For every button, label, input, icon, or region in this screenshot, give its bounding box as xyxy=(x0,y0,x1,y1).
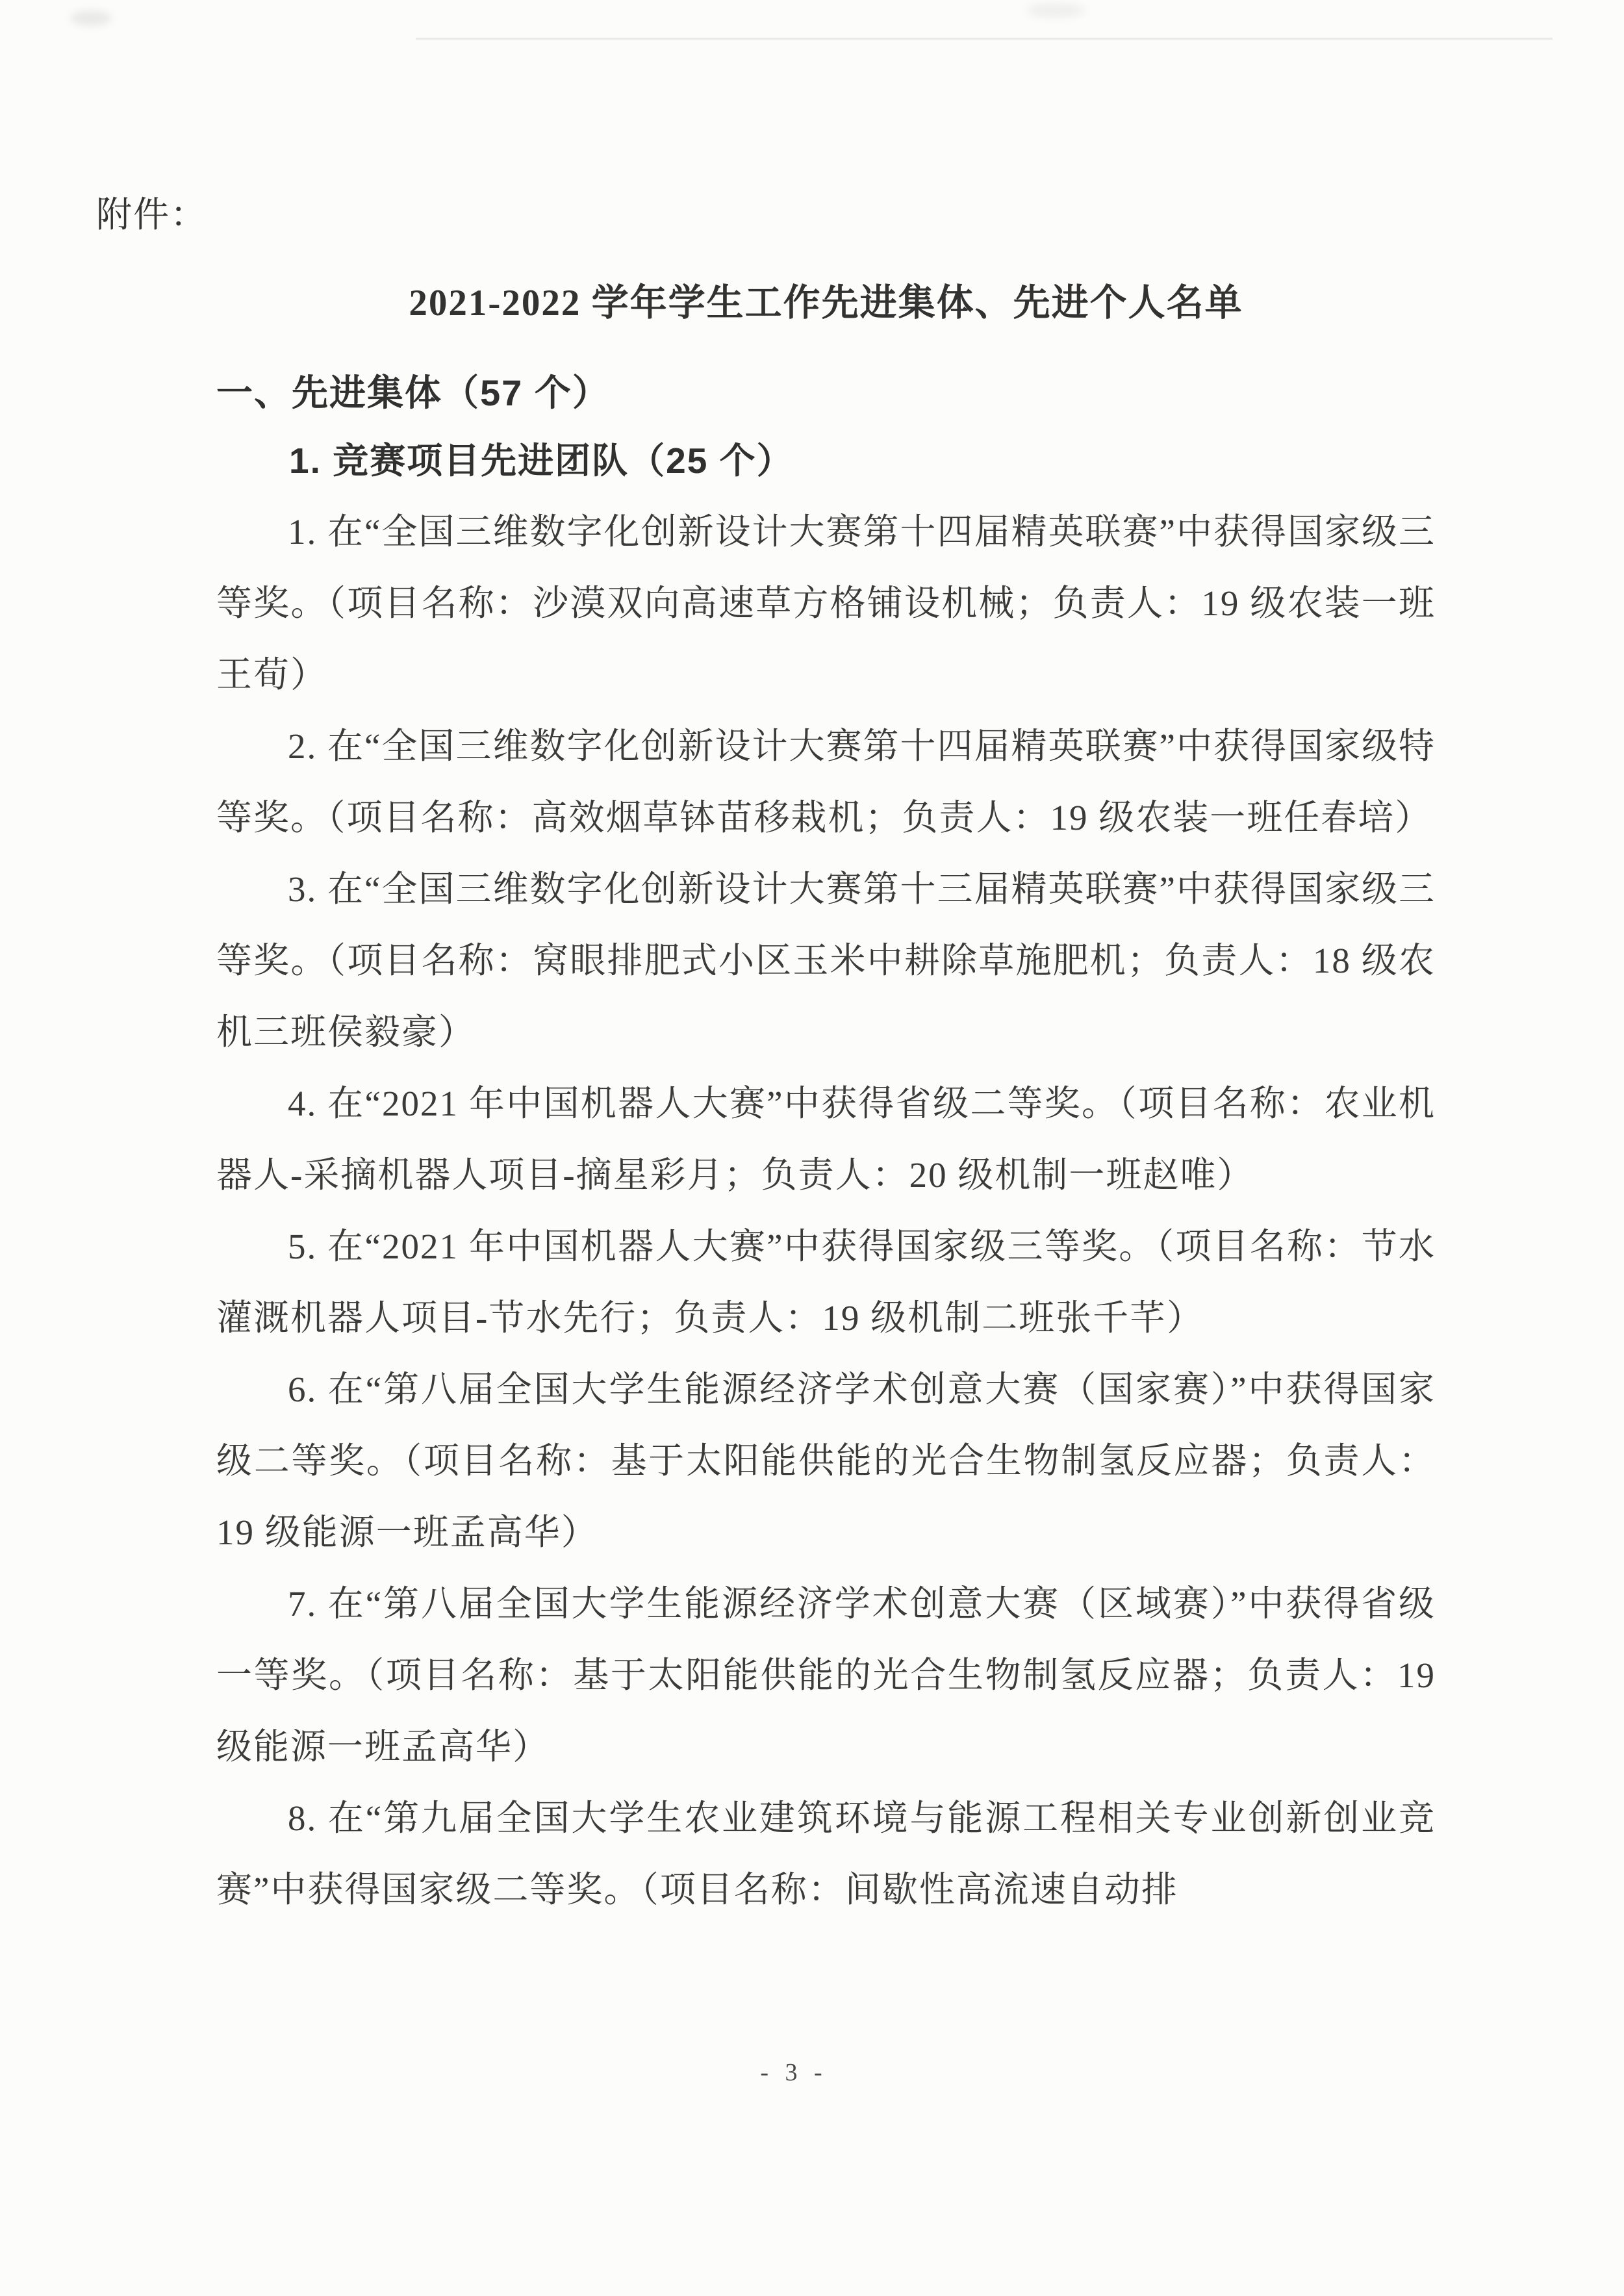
award-item-7: 7. 在“第八届全国大学生能源经济学术创意大赛（区域赛）”中获得省级一等奖。（项目名称：基于太阳能供能的光合生物制氢反应器；负责人：19 级能源一班孟高华） xyxy=(216,1584,1436,1767)
scan-smudge-artifact xyxy=(70,10,112,26)
award-item-3: 3. 在“全国三维数字化创新设计大赛第十三届精英联赛”中获得国家级三等奖。（项目名称：窝眼排肥式小区玉米中耕除草施肥机；负责人：18 级农机三班侯毅豪） xyxy=(216,869,1436,1052)
subsection-heading-competition-teams: 1. 竞赛项目先进团队（25 个） xyxy=(289,440,794,481)
award-item-4: 4. 在“2021 年中国机器人大赛”中获得省级二等奖。（项目名称：农业机器人-采摘机器人项目-摘星彩月；负责人：20 级机制一班赵唯） xyxy=(216,1084,1436,1195)
award-item-6: 6. 在“第八届全国大学生能源经济学术创意大赛（国家赛）”中获得国家级二等奖。（项目名称：基于太阳能供能的光合生物制氢反应器；负责人：19 级能源一班孟高华） xyxy=(216,1370,1436,1552)
award-item-1: 1. 在“全国三维数字化创新设计大赛第十四届精英联赛”中获得国家级三等奖。（项目名称：沙漠双向高速草方格铺设机械；负责人：19 级农装一班王荀） xyxy=(216,512,1436,695)
award-item-8: 8. 在“第九届全国大学生农业建筑环境与能源工程相关专业创新创业竞赛”中获得国家级二等奖。（项目名称：间歇性高流速自动排 xyxy=(216,1798,1436,1909)
page-number: - 3 - xyxy=(760,2059,828,2086)
award-item-2: 2. 在“全国三维数字化创新设计大赛第十四届精英联赛”中获得国家级特等奖。（项目名称：高效烟草钵苗移栽机；负责人：19 级农装一班任春培） xyxy=(216,726,1436,837)
page-title: 2021-2022 学年学生工作先进集体、先进个人名单 xyxy=(409,283,1243,324)
document-body xyxy=(216,0,1436,1926)
attachment-label: 附件： xyxy=(96,195,208,235)
section-heading-advanced-collectives: 一、先进集体（57 个） xyxy=(216,372,610,413)
award-item-5: 5. 在“2021 年中国机器人大赛”中获得国家级三等奖。（项目名称：节水灌溉机器人项目-节水先行；负责人：19 级机制二班张千芊） xyxy=(216,1227,1436,1338)
award-list xyxy=(216,496,1436,1926)
